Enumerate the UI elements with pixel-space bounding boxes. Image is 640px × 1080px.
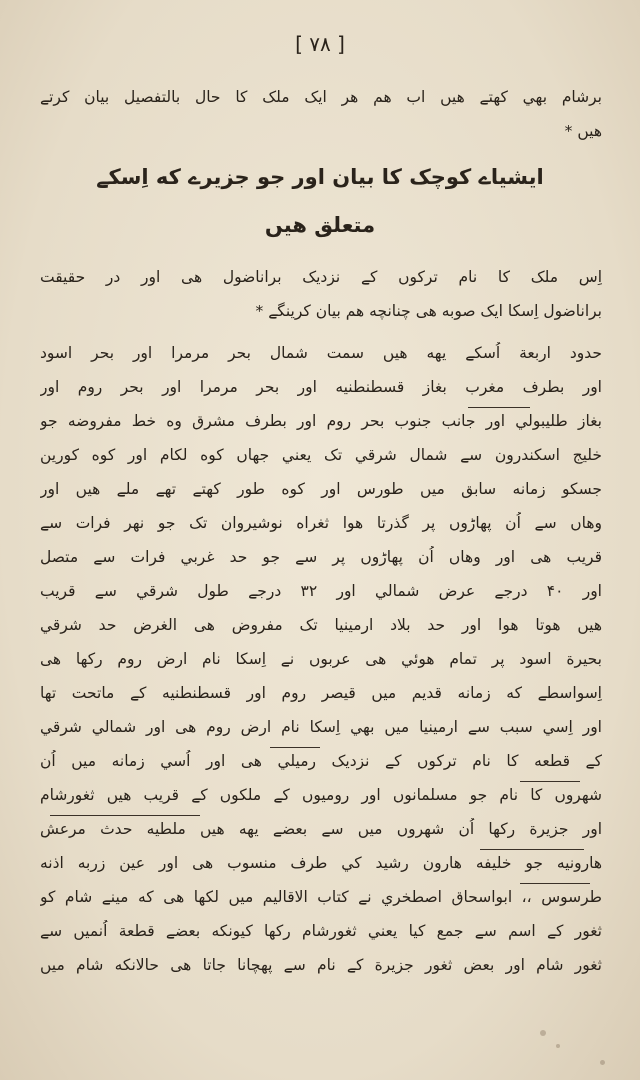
paper-spot [600,1060,605,1065]
paragraph-2-line-5: جسكو زمانه سابق ميں طورس اور كوه طور كهتے تهے ملے هيں اور [40,480,602,498]
overline-mark [520,883,590,884]
paragraph-2-line-19: ثغور شام اور بعض ثغور جزيرة كے نام سے پهچانا جاتا هی حالانكه شام ميں [40,956,602,974]
overline-mark [270,747,320,748]
paragraph-1-line-2: براناضول اِسكا ايک صوبه هی چنانچه هم بيان كرينگے * [255,302,602,320]
section-heading-line-1: ايشياے كوچک كا بيان اور جو جزيرے كه اِسكے [96,165,544,189]
paragraph-2-line-1: حدود اربعة اُسكے يهه هيں سمت شمال بحر مرمرا اور بحر اسود [40,344,602,362]
paragraph-2-line-4: خليج اسكندرون سے شمال شرقي تک يعني جهاں كوه لكام اور كوه كورين [40,446,602,464]
paragraph-2-line-10: بحيرة اسود پر تمام هوئي هی عربوں نے اِسكا نام ارض روم ركها هی [40,650,602,668]
intro-line-1: برشام بهي كهتے هيں اب هم هر ايک ملک كا حال بالتفصيل بيان كرتے [40,88,602,106]
page-number: [ ۷۸ ] [295,32,345,56]
paragraph-2-line-15: اور جزيرة ركها اُن شهروں ميں سے بعضے يهه هيں ملطيه حدث مرعش [40,820,602,838]
paragraph-2-line-14: شهروں كا نام جو مسلمانوں اور روميوں كے ملكوں كے قريب هيں ثغورشام [40,786,602,804]
paragraph-2-line-6: وهاں سے اُن پهاڑوں پر گذرتا هوا ثغراه نوشيروان تک جو نهر فرات سے [40,514,602,532]
overline-mark [520,781,580,782]
section-heading-line-2: متعلق هيں [264,213,376,237]
paragraph-2-line-9: هيں هوتا هوا اور حد بلاد ارمينيا تک مفروض هی الغرض حد شرقي [40,616,602,634]
overline-mark [480,849,584,850]
intro-line-2: هيں * [564,122,602,140]
paper-spot [540,1030,546,1036]
paragraph-2-line-13: كے قطعه كا نام تركوں كے نزديک رميلي هی اور اُسي زمانه ميں اُن [40,752,602,770]
paragraph-2-line-17: طرسوس ،، ابواسحاق اصطخري نے كتاب الاقاليم ميں لكها هی كه مينے شام كو [40,888,602,906]
paragraph-2-line-18: ثغور كے اسم سے جمع كيا يعني ثغورشام ركها كيونكه بعضے قطعة اُنميں سے [40,922,602,940]
paragraph-2-line-8: اور ۴۰ درجے عرض شمالي اور ۳۲ درجے طول شرقي سے قريب [40,582,602,600]
paragraph-1-line-1: اِس ملک كا نام تركوں كے نزديک براناضول هی اور در حقيقت [40,268,602,286]
paragraph-2-line-7: قريب هی اور وهاں اُن پهاڑوں پر سے جو حد غربي فرات سے متصل [40,548,602,566]
paragraph-2-line-3: بغاز طليبولي اور جانب جنوب بحر روم اور بطرف مشرق وه خط مفروضه جو [40,412,602,430]
overline-mark [468,407,530,408]
paragraph-2-line-12: اور اِسي سبب سے ارمينيا ميں بهي اِسكا نام ارض روم هی اور شمالي شرقي [40,718,602,736]
paper-spot [556,1044,560,1048]
paragraph-2-line-16: هارونيه جو خليفه هارون رشيد كي طرف منسوب هی اور عين زربه اذنه [40,854,602,872]
overline-mark [50,815,200,816]
paragraph-2-line-2: اور بطرف مغرب بغاز قسطنطنيه اور بحر مرمرا اور بحر روم اور [40,378,602,396]
paragraph-2-line-11: اِسواسطے كه زمانه قديم ميں قيصر روم اور قسطنطنيه كے ماتحت تها [40,684,602,702]
